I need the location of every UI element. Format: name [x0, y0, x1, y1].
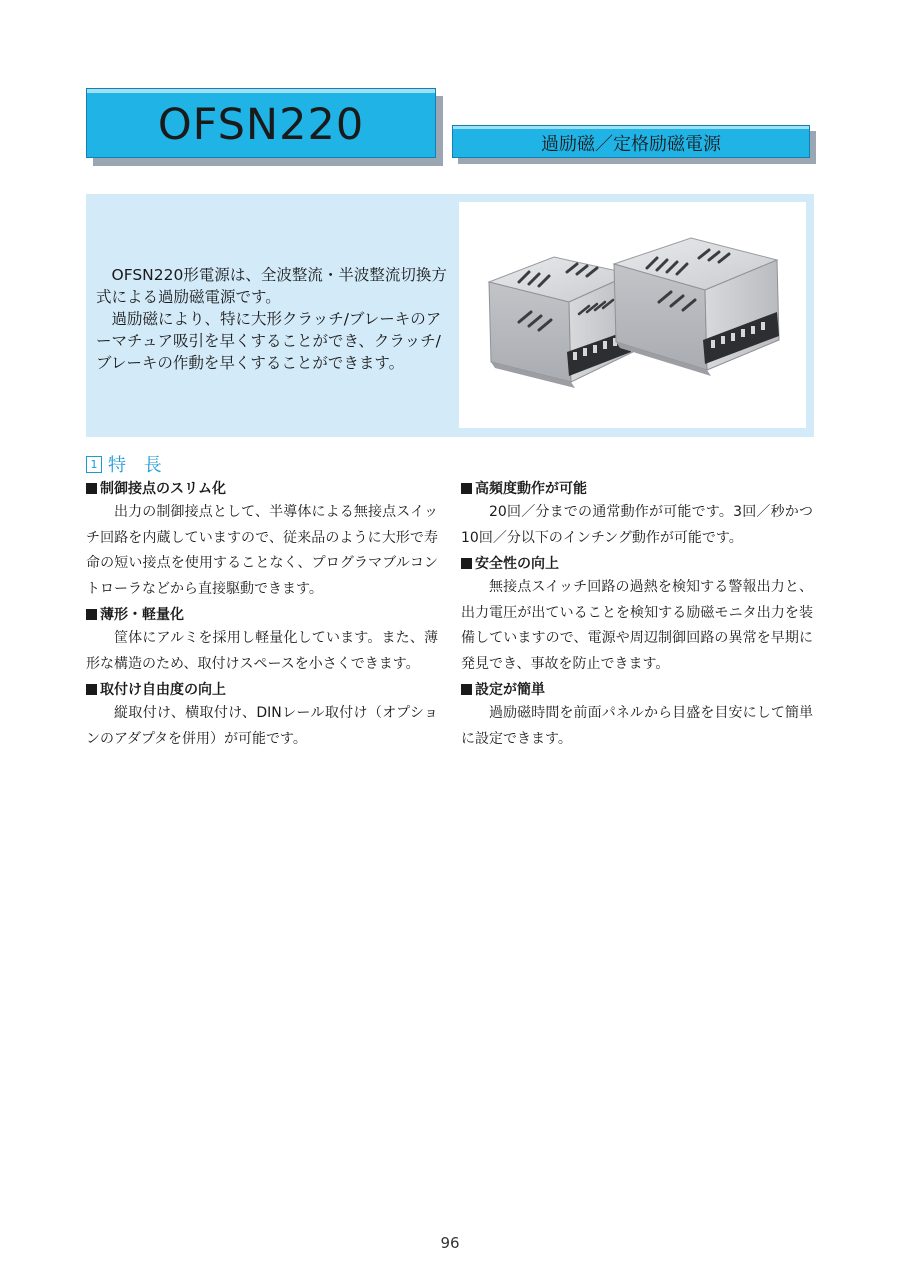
page-subtitle: 過励磁／定格励磁電源: [541, 133, 721, 155]
product-photo: [459, 202, 806, 428]
section-heading: [86, 451, 168, 477]
feature-title: [461, 679, 813, 701]
feature-title-text: 設定が簡単: [475, 682, 545, 698]
page-title: OFSN220: [157, 100, 365, 150]
square-bullet-icon: [86, 609, 97, 620]
square-bullet-icon: [461, 483, 472, 494]
square-bullet-icon: [86, 684, 97, 695]
square-bullet-icon: [86, 483, 97, 494]
feature-body: 縦取付け、横取付け、DINレール取付け（オプションのアダプタを併用）が可能です。: [86, 705, 438, 747]
section-title: 特 長: [108, 455, 168, 476]
feature-title: [461, 478, 813, 500]
power-supply-units-image: [459, 202, 806, 428]
feature-title: [86, 679, 438, 701]
feature-title-text: 高頻度動作が可能: [475, 481, 587, 497]
features-right-column: [461, 478, 813, 754]
intro-paragraph: 過励磁により、特に大形クラッチ/ブレーキのアーマチュア吸引を早くすることができ、クラッチ/ブレーキの作動を早くすることができます。: [96, 310, 442, 372]
feature-body: 出力の制御接点として、半導体による無接点スイッチ回路を内蔵していますので、従来品のように大形で寿命の短い接点を使用することなく、プログラマブルコントローラなどから直接駆動できます。: [86, 504, 438, 597]
feature-body: 20回／分までの通常動作が可能です。3回／秒かつ10回／分以下のインチング動作が可能です。: [461, 504, 813, 546]
page-number: 96: [440, 1234, 460, 1252]
intro-paragraph: OFSN220形電源は、全波整流・半波整流切換方式による過励磁電源です。: [96, 266, 447, 306]
feature-title: [86, 478, 438, 500]
unit-right: [614, 238, 779, 376]
features-left-column: [86, 478, 438, 754]
feature-body: 過励磁時間を前面パネルから目盛を目安にして簡単に設定できます。: [461, 705, 813, 747]
title-box: [86, 88, 436, 158]
intro-text: [96, 264, 452, 374]
subtitle-box: [452, 125, 810, 158]
feature-title-text: 取付け自由度の向上: [100, 682, 226, 698]
feature-title: [461, 553, 813, 575]
unit-left: [489, 257, 633, 388]
feature-title-text: 安全性の向上: [475, 556, 559, 572]
square-bullet-icon: [461, 558, 472, 569]
feature-title-text: 制御接点のスリム化: [100, 481, 226, 497]
title-highlight: [87, 89, 435, 93]
feature-title: [86, 604, 438, 626]
square-bullet-icon: [461, 684, 472, 695]
feature-body: 筐体にアルミを採用し軽量化しています。また、薄形な構造のため、取付けスペースを小さくできます。: [86, 630, 438, 672]
feature-title-text: 薄形・軽量化: [100, 607, 184, 623]
feature-body: 無接点スイッチ回路の過熱を検知する警報出力と、出力電圧が出ていることを検知する励磁モニタ出力を装備していますので、電源や周辺制御回路の異常を早期に発見でき、事故を防止できます。: [461, 579, 813, 672]
section-number: 1: [86, 456, 102, 473]
